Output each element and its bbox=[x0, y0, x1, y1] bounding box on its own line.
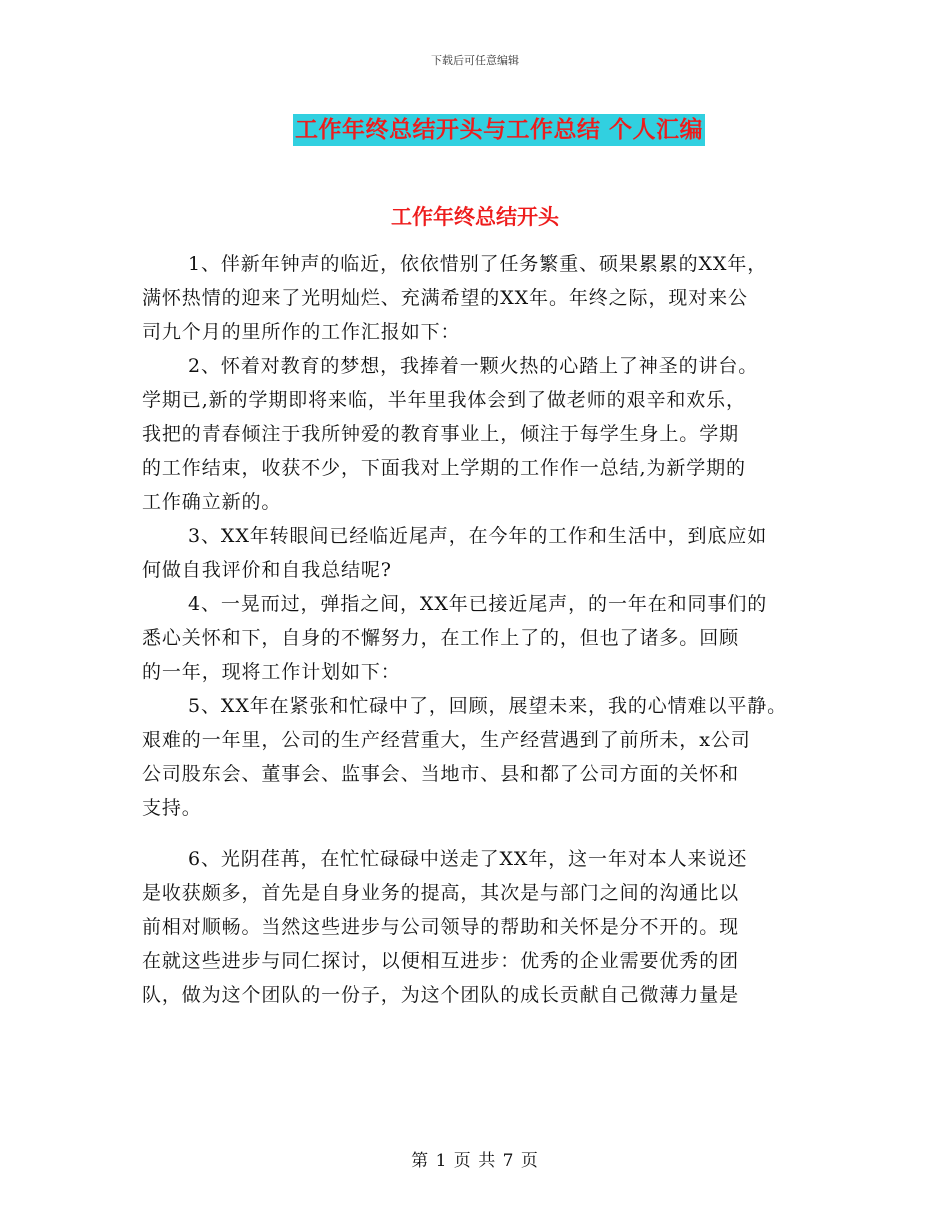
paragraph-line: 队，做为这个团队的一份子，为这个团队的成长贡献自己微薄力量是 bbox=[142, 984, 740, 1006]
document-title-text: 工作年终总结开头与工作总结 个人汇编 bbox=[293, 114, 705, 146]
paragraph-line: 4、一晃而过，弹指之间，XX年已接近尾声，的一年在和同事们的 bbox=[188, 593, 768, 615]
paragraph-line: 满怀热情的迎来了光明灿烂、充满希望的XX年。年终之际，现对来公 bbox=[142, 287, 748, 309]
page-header-note: 下载后可任意编辑 bbox=[431, 54, 519, 67]
paragraph-line: 是收获颇多，首先是自身业务的提高，其次是与部门之间的沟通比以 bbox=[142, 882, 740, 904]
paragraph-line: 的工作结束，收获不少，下面我对上学期的工作作一总结,为新学期的 bbox=[142, 457, 746, 479]
paragraph-line: 司九个月的里所作的工作汇报如下： bbox=[142, 321, 461, 343]
paragraph-line: 在就这些进步与同仁探讨，以便相互进步：优秀的企业需要优秀的团 bbox=[142, 950, 740, 972]
page-footer-pagination: 第 1 页 共 7 页 bbox=[411, 1151, 539, 1171]
paragraph-line: 6、光阴荏苒，在忙忙碌碌中送走了XX年，这一年对本人来说还 bbox=[188, 848, 748, 870]
paragraph-line: 公司股东会、董事会、监事会、当地市、县和都了公司方面的关怀和 bbox=[142, 763, 740, 785]
paragraph-line: 学期已,新的学期即将来临，半年里我体会到了做老师的艰辛和欢乐， bbox=[142, 389, 746, 411]
document-title bbox=[0, 114, 950, 146]
paragraph-line: 2、怀着对教育的梦想，我捧着一颗火热的心踏上了神圣的讲台。 bbox=[188, 355, 759, 377]
section-title: 工作年终总结开头 bbox=[391, 205, 559, 229]
paragraph-line: 1、伴新年钟声的临近，依依惜别了任务繁重、硕果累累的XX年， bbox=[188, 253, 768, 275]
paragraph-line: 我把的青春倾注于我所钟爱的教育事业上，倾注于每学生身上。学期 bbox=[142, 423, 740, 445]
paragraph-line: 3、XX年转眼间已经临近尾声，在今年的工作和生活中，到底应如 bbox=[188, 525, 768, 547]
paragraph-line: 前相对顺畅。当然这些进步与公司领导的帮助和关怀是分不开的。现 bbox=[142, 916, 740, 938]
paragraph-line: 悉心关怀和下，自身的不懈努力，在工作上了的，但也了诸多。回顾 bbox=[142, 627, 740, 649]
paragraph-line: 艰难的一年里，公司的生产经营重大，生产经营遇到了前所未，x公司 bbox=[142, 729, 751, 751]
paragraph-line: 的一年，现将工作计划如下： bbox=[142, 661, 401, 683]
paragraph-line: 何做自我评价和自我总结呢? bbox=[142, 559, 392, 581]
paragraph-line: 支持。 bbox=[142, 797, 202, 819]
paragraph-line: 工作确立新的。 bbox=[142, 491, 282, 513]
paragraph-line: 5、XX年在紧张和忙碌中了，回顾，展望未来，我的心情难以平静。 bbox=[188, 695, 788, 717]
